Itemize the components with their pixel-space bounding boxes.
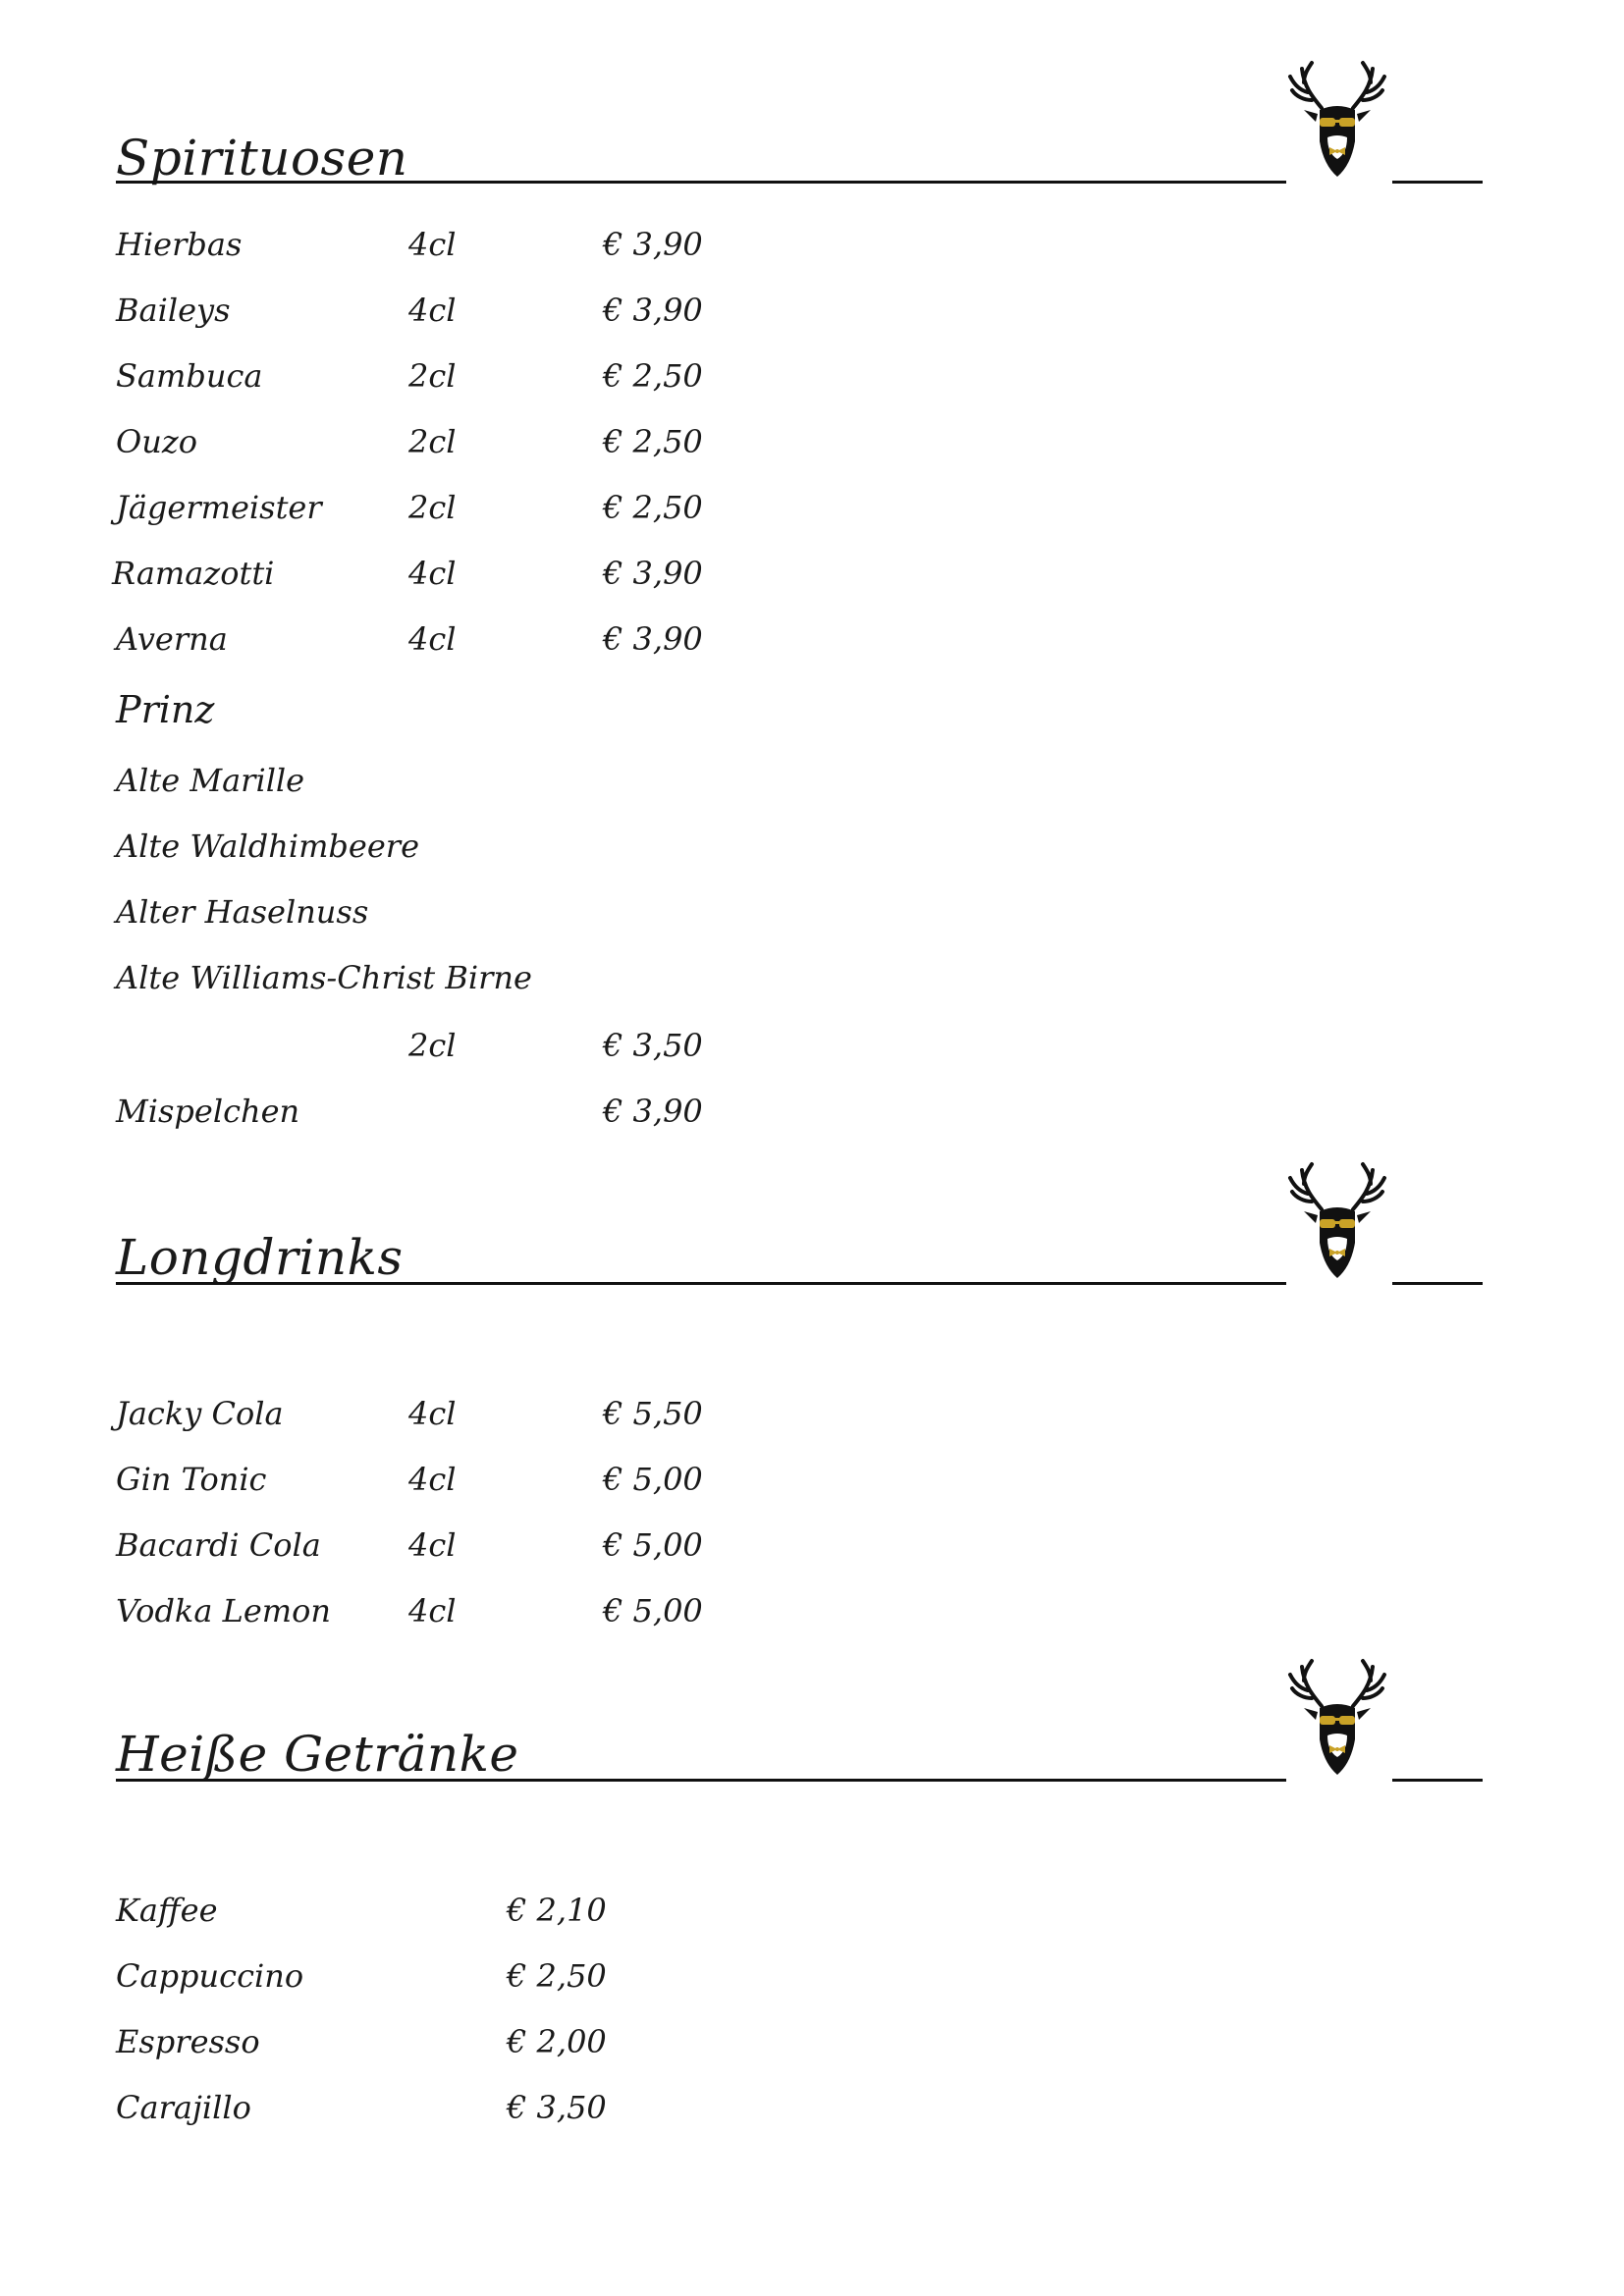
deer-head-icon xyxy=(1282,57,1392,179)
menu-item xyxy=(0,483,1624,532)
menu-item xyxy=(0,1951,1624,2001)
item-price: € 2,50 xyxy=(603,423,703,460)
menu-item xyxy=(0,417,1624,466)
title-underline-short xyxy=(1392,181,1483,184)
item-name: Jacky Cola xyxy=(116,1395,284,1432)
item-price: € 5,00 xyxy=(603,1526,703,1564)
item-price: € 3,90 xyxy=(603,620,703,658)
menu-item xyxy=(0,1586,1624,1635)
menu-item xyxy=(0,2083,1624,2132)
item-price: € 2,50 xyxy=(603,489,703,526)
item-volume: 4cl xyxy=(408,1592,457,1629)
menu-item xyxy=(0,2017,1624,2066)
item-volume: 4cl xyxy=(408,1461,457,1498)
item-price: € 3,50 xyxy=(603,1027,703,1064)
subgroup-item xyxy=(0,822,1624,871)
item-price: € 3,90 xyxy=(603,1093,703,1130)
item-name: Alter Haselnuss xyxy=(116,893,369,931)
subgroup-price-row xyxy=(0,1021,1624,1070)
item-price: € 5,00 xyxy=(603,1592,703,1629)
item-name: Gin Tonic xyxy=(116,1461,267,1498)
item-name: Alte Marille xyxy=(116,762,305,799)
subgroup-item xyxy=(0,887,1624,936)
item-volume: 4cl xyxy=(408,620,457,658)
item-volume: 4cl xyxy=(408,555,457,592)
item-name: Cappuccino xyxy=(116,1957,304,1995)
deer-head-icon xyxy=(1282,1655,1392,1777)
menu-item xyxy=(0,1886,1624,1935)
menu-item xyxy=(0,1389,1624,1438)
item-name: Mispelchen xyxy=(116,1093,300,1130)
item-name: Alte Williams-Christ Birne xyxy=(116,959,532,996)
section-title: Longdrinks xyxy=(116,1229,404,1286)
menu-item xyxy=(0,1087,1624,1136)
item-price: € 3,90 xyxy=(603,226,703,263)
deer-head-icon xyxy=(1282,1158,1392,1280)
item-volume: 4cl xyxy=(408,1395,457,1432)
subgroup-item xyxy=(0,953,1624,1002)
menu-item xyxy=(0,351,1624,400)
item-name: Vodka Lemon xyxy=(116,1592,331,1629)
section-title: Spirituosen xyxy=(116,130,408,187)
menu-item xyxy=(0,220,1624,269)
item-volume: 2cl xyxy=(408,489,457,526)
title-underline xyxy=(116,181,1286,184)
item-name: Carajillo xyxy=(116,2089,251,2126)
item-name: Ramazotti xyxy=(112,555,275,592)
item-price: € 2,50 xyxy=(507,1957,607,1995)
item-price: € 2,00 xyxy=(507,2023,607,2060)
item-name: Sambuca xyxy=(116,357,263,395)
menu-item xyxy=(0,1455,1624,1504)
item-name: Baileys xyxy=(116,292,231,329)
title-underline xyxy=(116,1282,1286,1285)
item-price: € 3,90 xyxy=(603,555,703,592)
item-name: Espresso xyxy=(116,2023,260,2060)
title-underline-short xyxy=(1392,1779,1483,1782)
subgroup-item xyxy=(0,756,1624,805)
item-name: Averna xyxy=(116,620,228,658)
item-volume: 2cl xyxy=(408,357,457,395)
item-volume: 4cl xyxy=(408,226,457,263)
item-price: € 2,10 xyxy=(507,1892,607,1929)
title-underline xyxy=(116,1779,1286,1782)
menu-item xyxy=(0,286,1624,335)
menu-item xyxy=(0,549,1624,598)
menu-item xyxy=(0,614,1624,664)
item-name: Alte Waldhimbeere xyxy=(116,828,419,865)
item-name: Hierbas xyxy=(116,226,243,263)
item-price: € 5,00 xyxy=(603,1461,703,1498)
subgroup-title: Prinz xyxy=(116,688,215,731)
item-price: € 3,90 xyxy=(603,292,703,329)
item-price: € 2,50 xyxy=(603,357,703,395)
item-volume: 4cl xyxy=(408,292,457,329)
item-price: € 3,50 xyxy=(507,2089,607,2126)
item-volume: 2cl xyxy=(408,423,457,460)
menu-item xyxy=(0,1521,1624,1570)
item-volume: 4cl xyxy=(408,1526,457,1564)
section-title: Heiße Getränke xyxy=(116,1726,519,1783)
item-price: € 5,50 xyxy=(603,1395,703,1432)
item-name: Bacardi Cola xyxy=(116,1526,321,1564)
item-name: Ouzo xyxy=(116,423,197,460)
item-name: Kaffee xyxy=(116,1892,218,1929)
item-volume: 2cl xyxy=(408,1027,457,1064)
item-name: Jägermeister xyxy=(116,489,322,526)
title-underline-short xyxy=(1392,1282,1483,1285)
